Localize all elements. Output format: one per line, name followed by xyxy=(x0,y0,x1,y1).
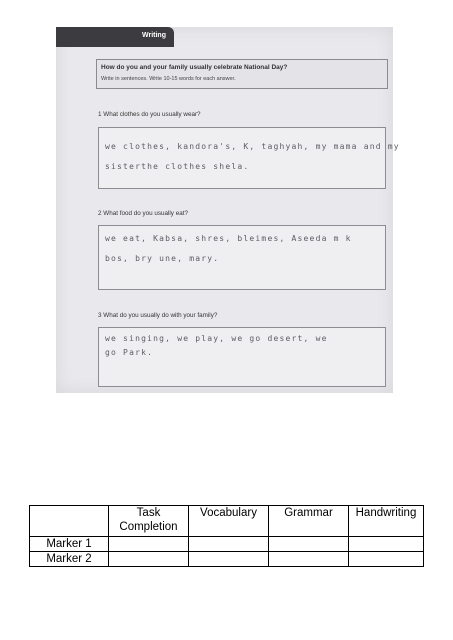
question-2-label: 2 What food do you usually eat? xyxy=(98,210,188,217)
answer-box-3 xyxy=(98,327,386,387)
header-vocabulary: Vocabulary xyxy=(189,506,269,537)
answer-box-1 xyxy=(98,127,400,189)
score-cell[interactable] xyxy=(349,537,424,552)
marking-table-header xyxy=(30,506,424,537)
header-handwriting: Handwriting xyxy=(349,506,424,537)
answer-3-line-2: go Park. xyxy=(105,348,154,357)
worksheet-photo xyxy=(56,27,400,393)
question-3-label: 3 What do you usually do with your family? xyxy=(98,312,218,319)
score-cell[interactable] xyxy=(349,552,424,567)
answer-2-line-2: bos, bry une, mary. xyxy=(105,254,220,263)
answer-1-line-1: we clothes, kandora's, K, taghyah, my mama and my xyxy=(105,142,400,151)
header-grammar: Grammar xyxy=(269,506,349,537)
prompt-title: How do you and your family usually celebrate National Day? xyxy=(101,64,288,71)
marker-row xyxy=(30,552,424,567)
answer-2-line-1: we eat, Kabsa, shres, bleimes, Aseeda m k xyxy=(105,234,352,243)
score-cell[interactable] xyxy=(189,537,269,552)
answer-box-2 xyxy=(98,225,386,290)
prompt-instruction: Write in sentences. Write 10-15 words for each answer. xyxy=(101,76,236,82)
header-task-completion: Task Completion xyxy=(109,506,189,537)
score-cell[interactable] xyxy=(109,552,189,567)
score-cell[interactable] xyxy=(269,537,349,552)
header-empty xyxy=(30,506,109,537)
section-tab xyxy=(56,27,174,47)
score-cell[interactable] xyxy=(109,537,189,552)
score-cell[interactable] xyxy=(269,552,349,567)
answer-3-line-1: we singing, we play, we go desert, we xyxy=(105,334,328,343)
question-1-label: 1 What clothes do you usually wear? xyxy=(98,111,201,118)
marker-label: Marker 2 xyxy=(30,552,109,567)
section-tab-label: Writing xyxy=(142,32,166,39)
prompt-box xyxy=(96,59,388,89)
marking-table xyxy=(29,505,424,567)
marker-row xyxy=(30,537,424,552)
score-cell[interactable] xyxy=(189,552,269,567)
answer-1-line-2: sisterthe clothes shela. xyxy=(105,162,250,171)
marker-label: Marker 1 xyxy=(30,537,109,552)
